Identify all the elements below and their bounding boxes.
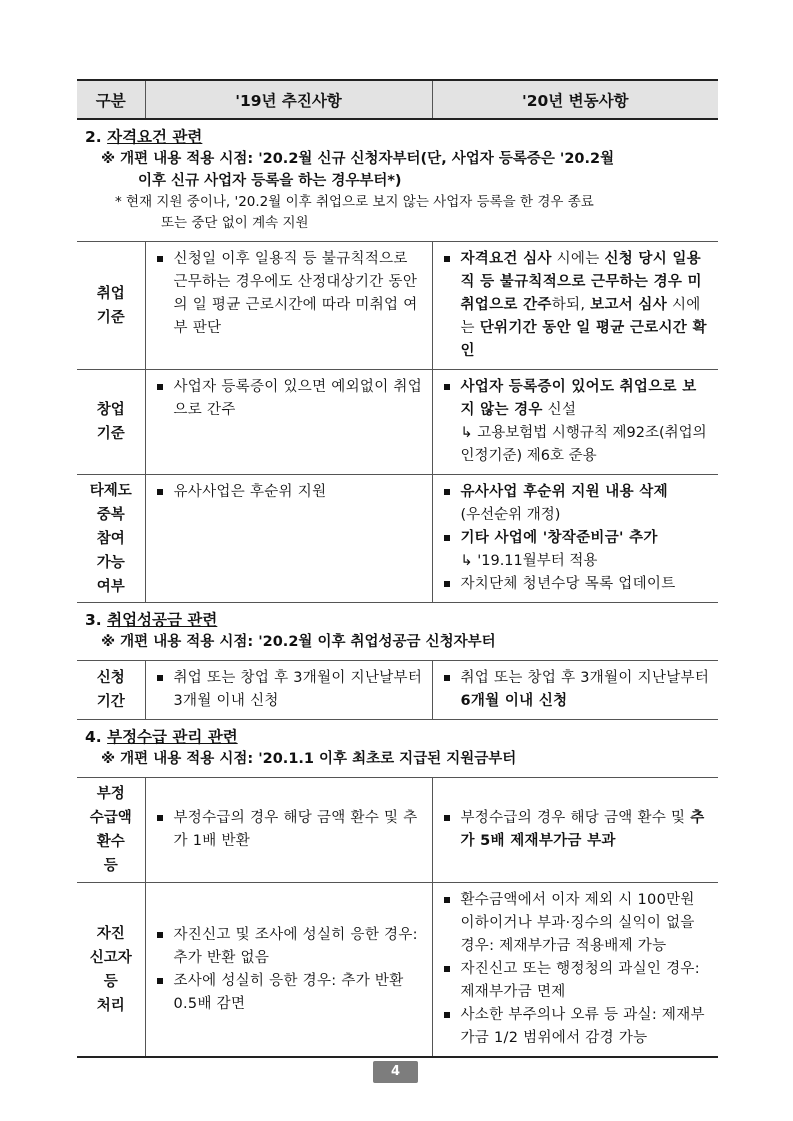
row-2020: 취업 또는 창업 후 3개월이 지난날부터 6개월 이내 신청	[432, 661, 718, 720]
row-category: 자진 신고자 등 처리	[77, 883, 145, 1058]
row-category: 부정 수급액 환수 등	[77, 778, 145, 883]
row-2019: 자진신고 및 조사에 성실히 응한 경우: 추가 반환 없음 조사에 성실히 응한 경우: 추가 반환 0.5배 감면	[145, 883, 432, 1058]
section-2-note: ※ 개편 내용 적용 시점: '20.2월 신규 신청자부터(단, 사업자 등록증은 '20.2월 이후 신규 사업자 등록을 하는 경우부터*)	[101, 151, 615, 189]
row-2019: 신청일 이후 일용직 등 불규칙적으로 근무하는 경우에도 산정대상기간 동안의 일 평균 근로시간에 따라 미취업 여부 판단	[145, 242, 432, 370]
table-row	[77, 661, 718, 720]
row-2020: 자격요건 심사 시에는 신청 당시 일용직 등 불규칙적으로 근무하는 경우 미취업으로 간주하되, 보고서 심사 시에는 단위기간 동안 일 평균 근로시간 확인	[432, 242, 718, 370]
table-row	[77, 883, 718, 1058]
row-category: 취업 기준	[77, 242, 145, 370]
header-2019: '19년 추진사항	[145, 80, 432, 119]
section-2-subnote: * 현재 지원 중이나, '20.2월 이후 취업으로 보지 않는 사업자 등록을 한 경우 종료 또는 중단 없이 계속 지원	[115, 194, 594, 231]
row-category: 타제도 중복 참여 가능 여부	[77, 475, 145, 603]
row-2020: 환수금액에서 이자 제외 시 100만원 이하이거나 부과·징수의 실익이 없을 경우: 제재부가금 적용배제 가능 자진신고 또는 행정청의 과실인 경우: 제재부가금 면제 사소한 부주의나 오류 등 과실: 제재부가금 1/2 범위에서 감경 가능	[432, 883, 718, 1058]
section-3-header	[77, 603, 718, 661]
section-4-title: 4. 부정수급 관리 관련	[85, 728, 238, 746]
row-category: 신청 기간	[77, 661, 145, 720]
row-2020: 부정수급의 경우 해당 금액 환수 및 추가 5배 제재부가금 부과	[432, 778, 718, 883]
section-3-title: 3. 취업성공금 관련	[85, 611, 218, 629]
header-2020: '20년 변동사항	[432, 80, 718, 119]
section-2-header	[77, 119, 718, 242]
row-2020: 유사사업 후순위 지원 내용 삭제 (우선순위 개정) 기타 사업에 '창작준비금' 추가 ↳ '19.11월부터 적용 자치단체 청년수당 목록 업데이트	[432, 475, 718, 603]
table-row	[77, 778, 718, 883]
row-2019: 취업 또는 창업 후 3개월이 지난날부터 3개월 이내 신청	[145, 661, 432, 720]
table-row	[77, 242, 718, 370]
row-category: 창업 기준	[77, 370, 145, 475]
table-row	[77, 475, 718, 603]
row-2019: 사업자 등록증이 있으면 예외없이 취업으로 간주	[145, 370, 432, 475]
row-2019: 유사사업은 후순위 지원	[145, 475, 432, 603]
document-page	[77, 79, 718, 1058]
policy-change-table	[77, 79, 718, 1058]
section-3-note: ※ 개편 내용 적용 시점: '20.2월 이후 취업성공금 신청자부터	[101, 634, 496, 650]
reference-arrow-note: ↳ '19.11월부터 적용	[460, 553, 598, 569]
table-row	[77, 370, 718, 475]
row-2019: 부정수급의 경우 해당 금액 환수 및 추가 1배 반환	[145, 778, 432, 883]
section-2-title: 2. 자격요건 관련	[85, 128, 203, 146]
section-4-header	[77, 720, 718, 778]
reference-arrow-note: ↳ 고용보험법 시행규칙 제92조(취업의 인정기준) 제6호 준용	[460, 425, 707, 464]
page-number: 4	[373, 1061, 418, 1083]
header-category: 구분	[77, 80, 145, 119]
row-2020: 사업자 등록증이 있어도 취업으로 보지 않는 경우 신설 ↳ 고용보험법 시행규칙 제92조(취업의 인정기준) 제6호 준용	[432, 370, 718, 475]
section-4-note: ※ 개편 내용 적용 시점: '20.1.1 이후 최초로 지급된 지원금부터	[101, 751, 517, 767]
table-header-row	[77, 80, 718, 119]
